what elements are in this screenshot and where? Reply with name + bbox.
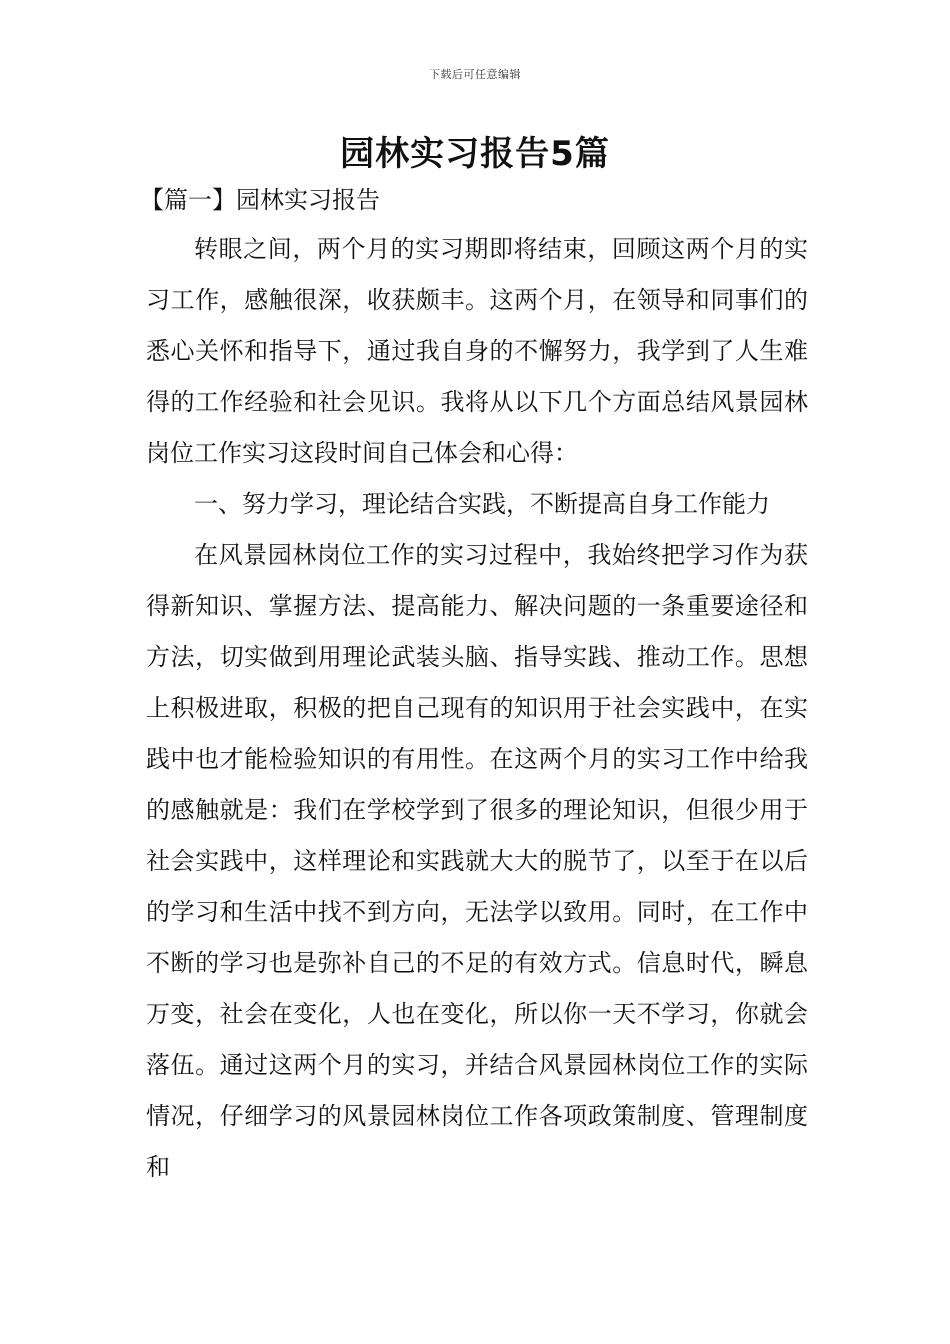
section-heading: 【篇一】园林实习报告	[140, 186, 380, 214]
header-note: 下载后可任意编辑	[429, 68, 521, 81]
paragraph-main: 在风景园林岗位工作的实习过程中，我始终把学习作为获得新知识、掌握方法、提高能力、解决问题的一条重要途径和方法，切实做到用理论武装头脑、指导实践、推动工作。思想上积极进取，积极的把自己现有的知识用于社会实践中，在实践中也才能检验知识的有用性。在这两个月的实习工作中给我的感触就是：我们在学校学到了很多的理论知识，但很少用于社会实践中，这样理论和实践就大大的脱节了，以至于在以后的学习和生活中找不到方向，无法学以致用。同时，在工作中不断的学习也是弥补自己的不足的有效方式。信息时代，瞬息万变，社会在变化，人也在变化，所以你一天不学习，你就会落伍。通过这两个月的实习，并结合风景园林岗位工作的实际情况，仔细学习的风景园林岗位工作各项政策制度、管理制度和	[146, 541, 808, 1181]
paragraph-intro: 转眼之间，两个月的实习期即将结束，回顾这两个月的实习工作，感触很深，收获颇丰。这两个月，在领导和同事们的悉心关怀和指导下，通过我自身的不懈努力，我学到了人生难得的工作经验和社会见识。我将从以下几个方面总结风景园林岗位工作实习这段时间自己体会和心得：	[146, 235, 808, 467]
document-title: 园林实习报告5篇	[340, 134, 610, 174]
paragraph-subheading: 一、努力学习，理论结合实践，不断提高自身工作能力	[194, 490, 770, 518]
document-body	[146, 224, 808, 1193]
